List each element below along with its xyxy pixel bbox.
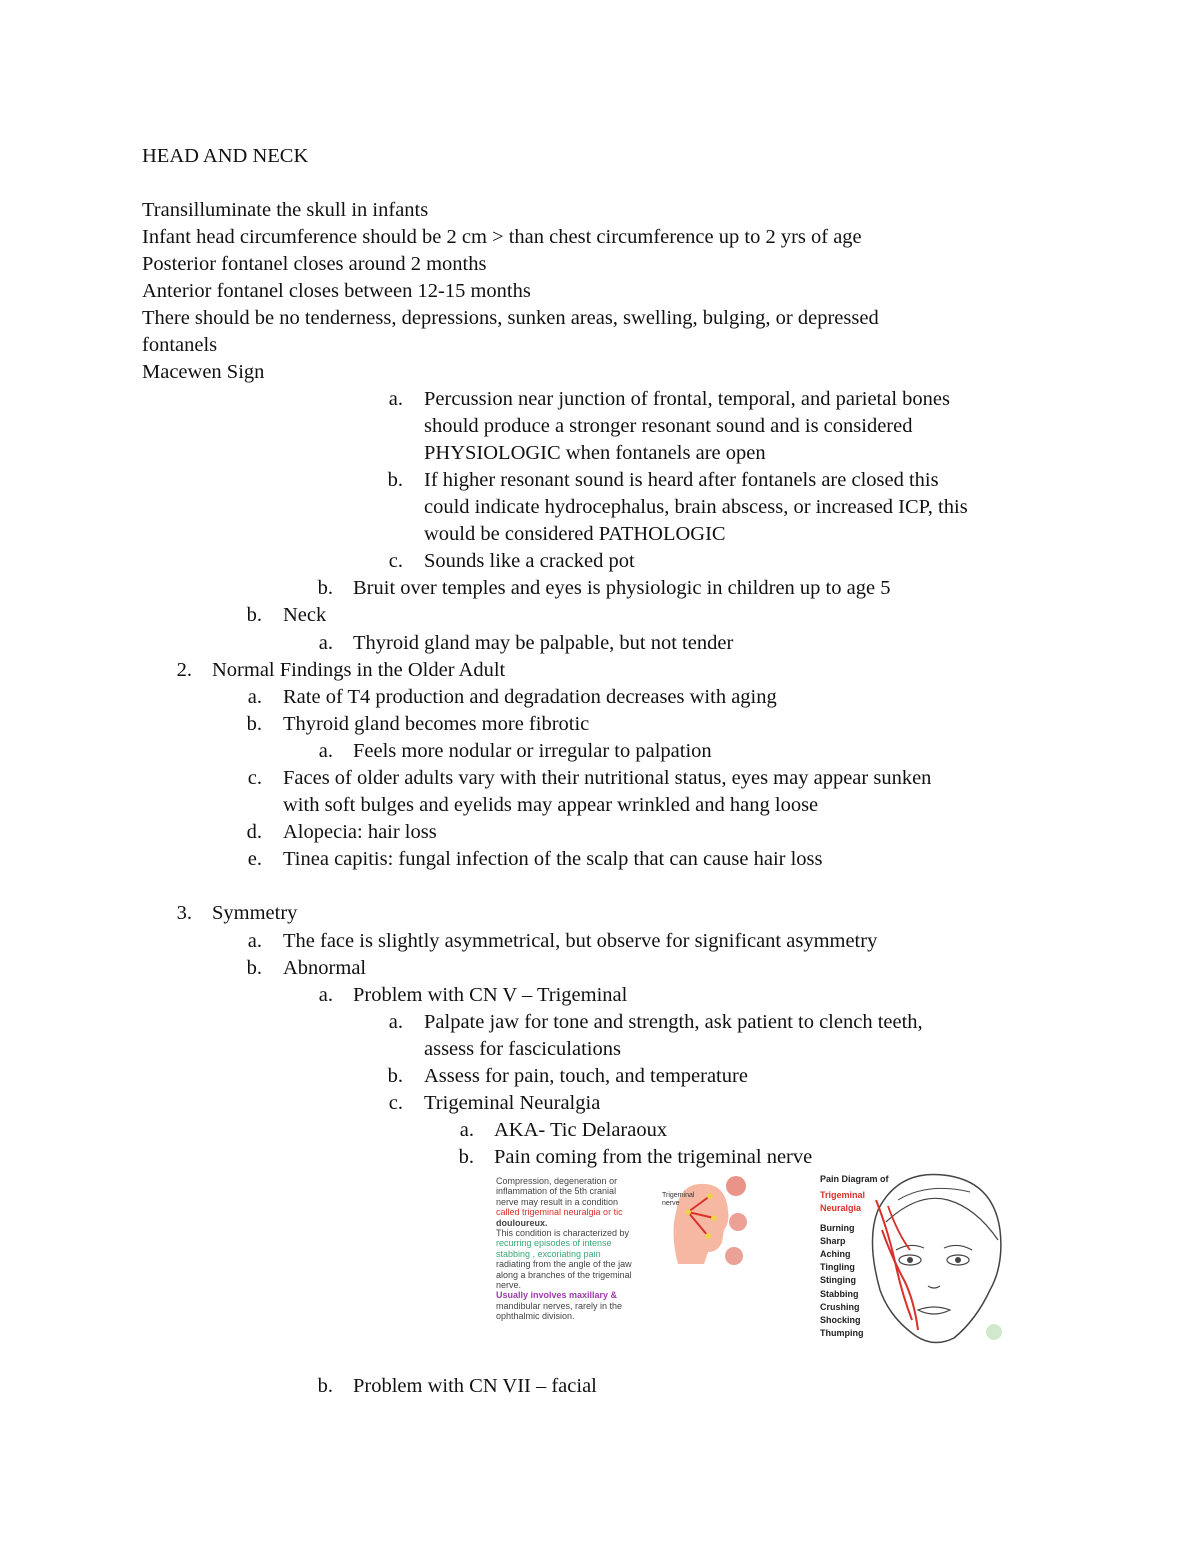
list-item-line: Alopecia: hair loss bbox=[283, 821, 437, 843]
caption-line: This condition is characterized by bbox=[496, 1228, 630, 1239]
pain-word: Tingling bbox=[820, 1262, 855, 1273]
caption-line: called trigeminal neuralgia or tic bbox=[496, 1207, 623, 1218]
intro-line: Macewen Sign bbox=[142, 361, 265, 383]
caption-line: Usually involves maxillary & bbox=[496, 1290, 618, 1301]
list-item-line: Trigeminal Neuralgia bbox=[424, 1092, 601, 1114]
list-marker: a. bbox=[318, 984, 333, 1006]
list-item-line: Abnormal bbox=[283, 957, 367, 979]
trigeminal-nerve-illustration bbox=[648, 1172, 748, 1272]
intro-line: Infant head circumference should be 2 cm > than chest circumference up to 2 yrs of age bbox=[142, 226, 862, 248]
list-item-line: Symmetry bbox=[212, 902, 298, 924]
face-detail-mid bbox=[729, 1213, 747, 1231]
intro-line: Anterior fontanel closes between 12-15 months bbox=[142, 280, 531, 302]
list-item-line: If higher resonant sound is heard after fontanels are closed this bbox=[424, 469, 939, 491]
hair-line bbox=[886, 1198, 998, 1240]
list-marker: a. bbox=[459, 1119, 474, 1141]
list-item-line: Neck bbox=[283, 604, 327, 626]
list-item-line: Percussion near junction of frontal, temporal, and parietal bones bbox=[424, 388, 951, 410]
page-title: HEAD AND NECK bbox=[142, 145, 309, 167]
list-marker: b. bbox=[458, 1146, 474, 1168]
list-marker: 3. bbox=[176, 902, 192, 924]
list-marker: b. bbox=[246, 713, 262, 735]
list-item-line: Normal Findings in the Older Adult bbox=[212, 659, 506, 681]
caption-line: ophthalmic division. bbox=[496, 1311, 575, 1322]
pupil-right bbox=[955, 1257, 961, 1263]
list-marker: b. bbox=[246, 604, 262, 626]
list-marker: a. bbox=[318, 740, 333, 762]
list-item-line: Pain coming from the trigeminal nerve bbox=[494, 1146, 813, 1168]
list-marker: a. bbox=[318, 632, 333, 654]
list-item-line: assess for fasciculations bbox=[424, 1038, 621, 1060]
pain-word: Crushing bbox=[820, 1301, 860, 1312]
list-marker: a. bbox=[247, 930, 262, 952]
list-item-line: should produce a stronger resonant sound and is considered bbox=[424, 415, 913, 437]
face-outline-illustration bbox=[858, 1170, 1008, 1348]
list-item-line: would be considered PATHOLOGIC bbox=[424, 523, 726, 545]
list-marker: a. bbox=[247, 686, 262, 708]
caption-line: nerve may result in a condition bbox=[496, 1196, 619, 1207]
caption-line: inflammation of the 5th cranial bbox=[496, 1186, 617, 1197]
list-item-line: Problem with CN V – Trigeminal bbox=[353, 984, 628, 1006]
face-outline bbox=[872, 1174, 1000, 1342]
list-marker: a. bbox=[388, 388, 403, 410]
list-marker: d. bbox=[246, 821, 262, 843]
list-marker: b. bbox=[317, 577, 333, 599]
list-marker: c. bbox=[247, 767, 262, 789]
list-item-line: Bruit over temples and eyes is physiologic in children up to age 5 bbox=[353, 577, 891, 599]
list-item-line: could indicate hydrocephalus, brain abscess, or increased ICP, this bbox=[424, 496, 968, 518]
intro-line: There should be no tenderness, depressions, sunken areas, swelling, bulging, or depressed bbox=[142, 307, 879, 329]
list-item-line: PHYSIOLOGIC when fontanels are open bbox=[424, 442, 766, 464]
nerve-point bbox=[685, 1209, 691, 1215]
mouth bbox=[918, 1307, 950, 1314]
nerve-point bbox=[707, 1193, 713, 1199]
list-item-line: Thyroid gland may be palpable, but not tender bbox=[353, 632, 734, 654]
figure-caption-text bbox=[496, 1176, 632, 1322]
caption-line: nerve. bbox=[496, 1280, 522, 1291]
list-item-line: The face is slightly asymmetrical, but observe for significant asymmetry bbox=[283, 930, 878, 952]
list-item-line: Thyroid gland becomes more fibrotic bbox=[283, 713, 590, 735]
list-item-line: Palpate jaw for tone and strength, ask patient to clench teeth, bbox=[424, 1011, 923, 1033]
intro-line: Posterior fontanel closes around 2 months bbox=[142, 253, 487, 275]
caption-line: stabbing , excoriating pain bbox=[496, 1248, 601, 1259]
pain-word: Burning bbox=[820, 1222, 855, 1233]
list-marker: b. bbox=[387, 1065, 403, 1087]
list-marker: b. bbox=[317, 1375, 333, 1397]
list-marker: b. bbox=[246, 957, 262, 979]
list-marker: c. bbox=[388, 550, 403, 572]
list-item-line: Rate of T4 production and degradation decreases with aging bbox=[283, 686, 777, 708]
nerve-point bbox=[705, 1233, 711, 1239]
list-marker: 2. bbox=[176, 659, 192, 681]
nerve-label-line: Trigeminal bbox=[662, 1192, 695, 1199]
list-item-line: Faces of older adults vary with their nutritional status, eyes may appear sunken bbox=[283, 767, 932, 789]
pain-word: Aching bbox=[820, 1249, 851, 1260]
list-marker: b. bbox=[387, 469, 403, 491]
caption-line: mandibular nerves, rarely in the bbox=[496, 1300, 623, 1311]
caption-line: douloureux. bbox=[496, 1217, 548, 1228]
list-item-line: Tinea capitis: fungal infection of the scalp that can cause hair loss bbox=[283, 848, 823, 870]
pain-word: Thumping bbox=[820, 1328, 864, 1339]
pain-diagram-title: Pain Diagram of bbox=[820, 1174, 889, 1184]
pain-word: Stabbing bbox=[820, 1288, 859, 1299]
pain-diagram-subtitle: Trigeminal bbox=[820, 1190, 866, 1201]
pain-word: Shocking bbox=[820, 1315, 861, 1326]
watermark-logo bbox=[986, 1324, 1002, 1340]
pupil-left bbox=[907, 1257, 913, 1263]
list-marker: e. bbox=[247, 848, 262, 870]
intro-line: fontanels bbox=[142, 334, 218, 356]
nerve-label bbox=[662, 1192, 694, 1208]
eyebrow-right bbox=[944, 1245, 972, 1250]
caption-line: Compression, degeneration or bbox=[496, 1176, 618, 1186]
list-item-line: with soft bulges and eyelids may appear wrinkled and hang loose bbox=[283, 794, 819, 816]
face-detail-top bbox=[726, 1176, 746, 1196]
list-item-line: Problem with CN VII – facial bbox=[353, 1375, 597, 1397]
nose bbox=[928, 1286, 940, 1288]
list-marker: c. bbox=[388, 1092, 403, 1114]
caption-line: radiating from the angle of the jaw bbox=[496, 1259, 632, 1270]
face-detail-bottom bbox=[725, 1247, 743, 1265]
pain-word: Sharp bbox=[820, 1235, 846, 1246]
nerve-point bbox=[711, 1215, 717, 1221]
nerve-label-line: nerve bbox=[662, 1200, 680, 1207]
pain-word: Stinging bbox=[820, 1275, 856, 1286]
list-item-line: AKA- Tic Delaraoux bbox=[494, 1119, 668, 1141]
intro-line: Transilluminate the skull in infants bbox=[142, 199, 429, 221]
caption-line: along a branches of the trigeminal bbox=[496, 1269, 632, 1280]
list-item-line: Assess for pain, touch, and temperature bbox=[424, 1065, 748, 1087]
list-marker: a. bbox=[388, 1011, 403, 1033]
list-item-line: Sounds like a cracked pot bbox=[424, 550, 635, 572]
pain-diagram-subtitle: Neuralgia bbox=[820, 1203, 862, 1214]
list-item-line: Feels more nodular or irregular to palpation bbox=[353, 740, 712, 762]
caption-line: recurring episodes of intense bbox=[496, 1238, 612, 1249]
